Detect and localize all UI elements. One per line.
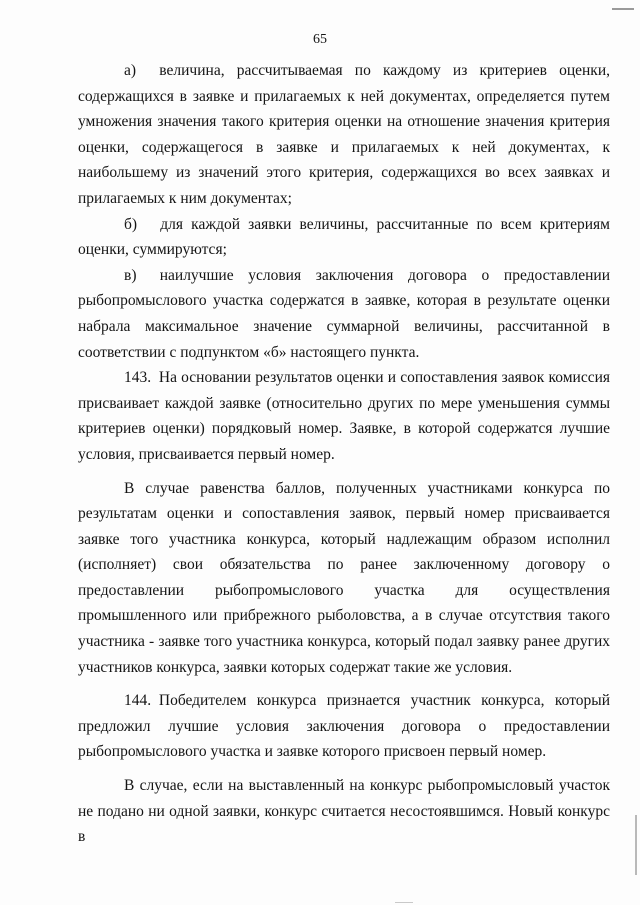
clause-144-no-bids-paragraph: В случае, если на выставленный на конкурс рыбопромысловый участок не подано ни одной заявки, конкурс считается несостоявшимся. Новый конкурс в — [78, 777, 610, 846]
scan-edge-mark — [612, 8, 634, 10]
scan-edge-mark — [635, 815, 637, 875]
clause-144-paragraph: 144. Победителем конкурса признается участник конкурса, который предложил лучшие условия заключения договора о предоставлении рыбопромыслового участка и заявке которого присвоен первый номер. — [78, 692, 610, 761]
page-number: 65 — [313, 32, 327, 47]
list-item-v: в) наилучшие условия заключения договора о предоставлении рыбопромыслового участка содержатся в заявке, которая в результате оценки набрала максимальное значение суммарной величины, рассчитанной в соответствии с подпунктом «б» настоящего пункта. — [78, 266, 610, 361]
list-item-a: а) величина, рассчитываемая по каждому из критериев оценки, содержащихся в заявке и прилагаемых к ней документах, определяется путем умножения значения такого критерия оценки на отношение значения критерия оценки, содержащегося в заявке и прилагаемых к ней документах, к наибольшему из значений этого критерия, содержащихся во всех заявках и прилагаемых к ним документах; — [78, 62, 610, 207]
list-item-b: б) для каждой заявки величины, рассчитанные по всем критериям оценки, суммируются; — [78, 215, 610, 259]
scan-edge-mark — [395, 902, 413, 903]
clause-143-paragraph: 143. На основании результатов оценки и сопоставления заявок комиссия присваивает каждой заявке (относительно других по мере уменьшения суммы критериев оценки) порядковый номер. Заявке, в которой содержатся лучшие условия, присваивается первый номер. — [78, 369, 610, 463]
clause-143-tie-paragraph: В случае равенства баллов, полученных участниками конкурса по результатам оценки и сопоставления заявок, первый номер присваивается заявке того участника конкурса, который надлежащим образом исполнил (исполняет) свои обязательства по ранее заключенному договору о предоставлении рыбопромыслового участка для осуществления промышленного или прибрежного рыболовства, а в случае отсутствия такого участника - заявке того участника конкурса, который подал заявку ранее других участников конкурса, заявки которых содержат такие же условия. — [78, 479, 610, 676]
document-body — [78, 58, 610, 850]
